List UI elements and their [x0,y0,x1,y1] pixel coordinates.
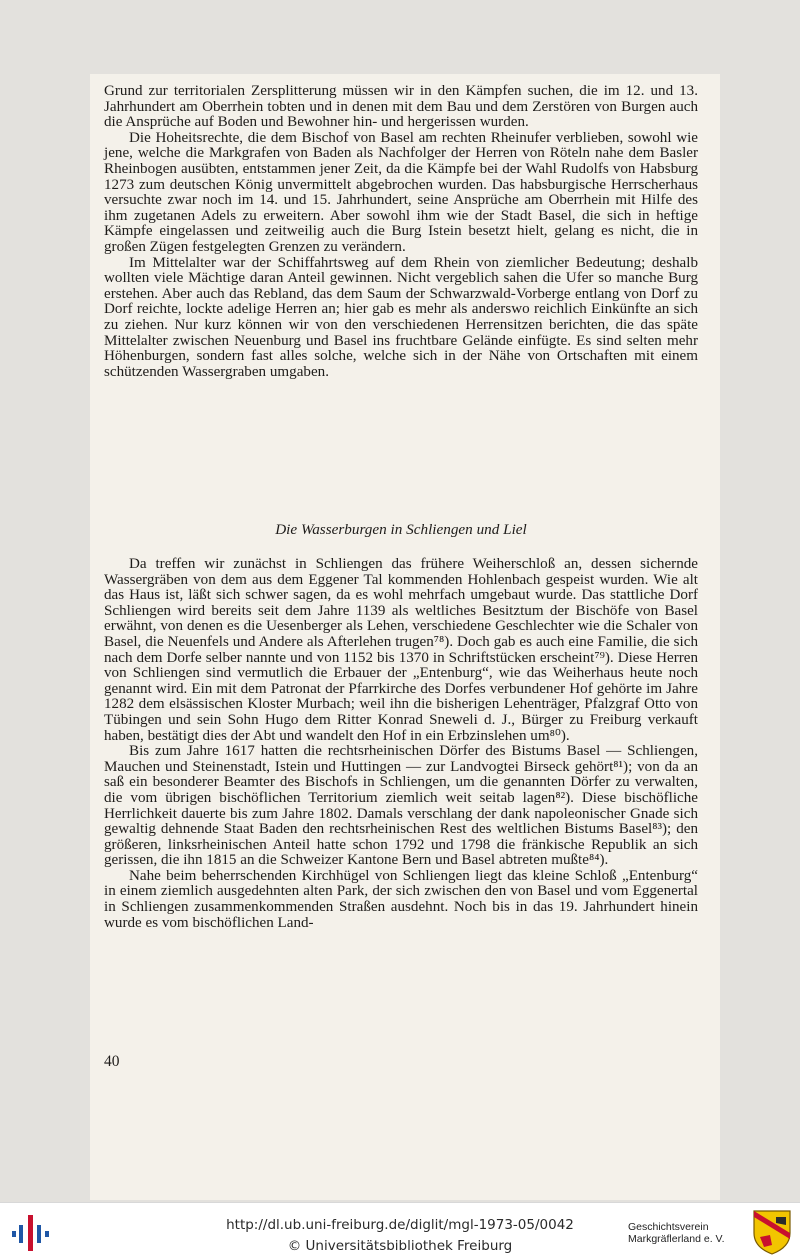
paragraph: Grund zur territorialen Zersplitterung müssen wir in den Kämpfen suchen, die im 12. und 13. Jahrhundert am Oberrhein tobten und in denen mit dem Bau und dem Zerstören von Burgen auch die Ansprüche auf Boden und Bewohner hin- und hergerissen wurden. [104,83,698,131]
org-line-2: Markgräflerland e. V. [628,1233,725,1245]
org-line-1: Geschichtsverein [628,1221,709,1233]
footer-copyright: © Universitätsbibliothek Freiburg [287,1238,513,1254]
footer-url-link[interactable]: http://dl.ub.uni-freiburg.de/diglit/mgl-1973-05/0042 [226,1217,574,1233]
body-text-top [104,84,698,380]
section-heading: Die Wasserburgen in Schliengen und Liel [275,521,527,538]
paragraph: Im Mittelalter war der Schiffahrtsweg auf dem Rhein von ziemlicher Bedeutung; deshalb wollten viele Mächtige daran Anteil gewinnen. Nicht vergeblich sahen die Ufer so manche Burg erstehen. Aber auch das Rebland, das dem Saum der Schwarzwald-Vorberge entlang von Dorf zu Dorf reichte, lockte adelige Herren an; hier gab es mehr als anderswo reichlich Einkünfte an sich zu ziehen. Nur kurz können wir von den verschiedenen Herrensitzen berichten, die das späte Mittelalter zwischen Neuenburg und Basel ins fruchtbare Gelände einfügte. Es sind selten mehr Höhenburgen, sondern fast alles solche, welche sich in der Nähe von Ortschaften mit einem schützenden Wassergraben umgaben. [104,254,698,380]
paragraph: Da treffen wir zunächst in Schliengen das frühere Weiherschloß an, dessen sichernde Wassergräben von dem aus dem Eggener Tal kommenden Hohlenbach gespeist wurden. Wie alt das Haus ist, läßt sich schwer sagen, da es wohl mehrfach umgebaut wurde. Das stattliche Dorf Schliengen wird bereits seit dem Jahre 1139 als weltliches Besitztum der Bischöfe von Basel erwähnt, von denen es die Uesenberger als Lehen, verschiedene Geschlechter wie die Schaler von Basel, die Neuenfels und Andere als Afterlehen trugen⁷⁸). Doch gab es auch eine Familie, die sich nach dem Dorfe selber nannte und von 1152 bis 1370 in Schriftstücken erscheint⁷⁹). Diese Herren von Schliengen sind vermutlich die Erbauer der „Entenburg“, wie das Weiherhaus heute noch genannt wird. Ein mit dem Patronat der Pfarrkirche des Dorfes verbundener Hof gehörte im Jahre 1282 dem elsässischen Kloster Murbach; weil ihn die bisherigen Lehenträger, Pfalzgraf Otto von Tübingen und sein Sohn Hugo dem Ritter Konrad Sneweli d. J., Bürger zu Freiburg verkauft haben, bestätigt dies der Abt und wandelt den Hof in ein Erbzinslehen um⁸⁰). [104,556,698,744]
paragraph: Die Hoheitsrechte, die dem Bischof von Basel am rechten Rheinufer verblieben, sowohl wie jene, welche die Markgrafen von Baden als Nachfolger der Herren von Röteln nahe dem Basler Rheinbogen ausübten, entstammen jener Zeit, da die Kämpfe bei der Wahl Rudolfs von Habsburg 1273 zum deutschen König unvermittelt abgebrochen wurden. Das habsburgische Herrscherhaus versuchte zwar noch im 14. und 15. Jahrhundert, seine Ansprüche am Oberrhein mit Hilfe des ihm zugetanen Adels zu erweitern. Aber sowohl ihm wie der Stadt Basel, die sich in heftige Kämpfe eingelassen und zeitweilig auch die Burg Istein besetzt hielt, gelang es nicht, die in großen Zügen festgelegten Grenzen zu verändern. [104,129,698,255]
page-number: 40 [104,1053,120,1070]
paragraph: Nahe beim beherrschenden Kirchhügel von Schliengen liegt das kleine Schloß „Entenburg“ in einem ziemlich ausgedehnten alten Park, der sich zwischen den von Basel und vom Eggenertal in Schliengen zusammenkommenden Straßen ausdehnt. Noch bis in das 19. Jahrhundert hinein wurde es vom bischöflichen Land- [104,867,698,931]
ub-freiburg-logo-icon[interactable] [10,1213,52,1253]
body-text-bottom [104,557,698,931]
footer-bar [0,1202,800,1260]
footer-organization[interactable] [628,1221,748,1245]
paragraph: Bis zum Jahre 1617 hatten die rechtsrheinischen Dörfer des Bistums Basel — Schliengen, Mauchen und Steinenstadt, Istein und Huttingen — zur Landvogtei Birseck gehört⁸¹); von da an saß ein besonderer Beamter des Bischofs in Schliengen, um die genannten Dörfer zu verwalten, die vom übrigen bischöflichen Territorium ziemlich weit seitab lagen⁸²). Diese bischöfliche Herrlichkeit dauerte bis zum Jahre 1802. Damals verschlang der dank napoleonischer Gnade sich gewaltig dehnende Staat Baden den rechtsrheinischen Rest des weltlichen Bistums Basel⁸³); den größeren, linksrheinischen Anteil hatte schon 1792 und 1798 die fränkische Republik an sich gerissen, die ihn 1815 an die Schweizer Kantone Bern und Basel abtreten mußte⁸⁴). [104,743,698,869]
geschichtsverein-crest-icon[interactable] [752,1209,792,1255]
